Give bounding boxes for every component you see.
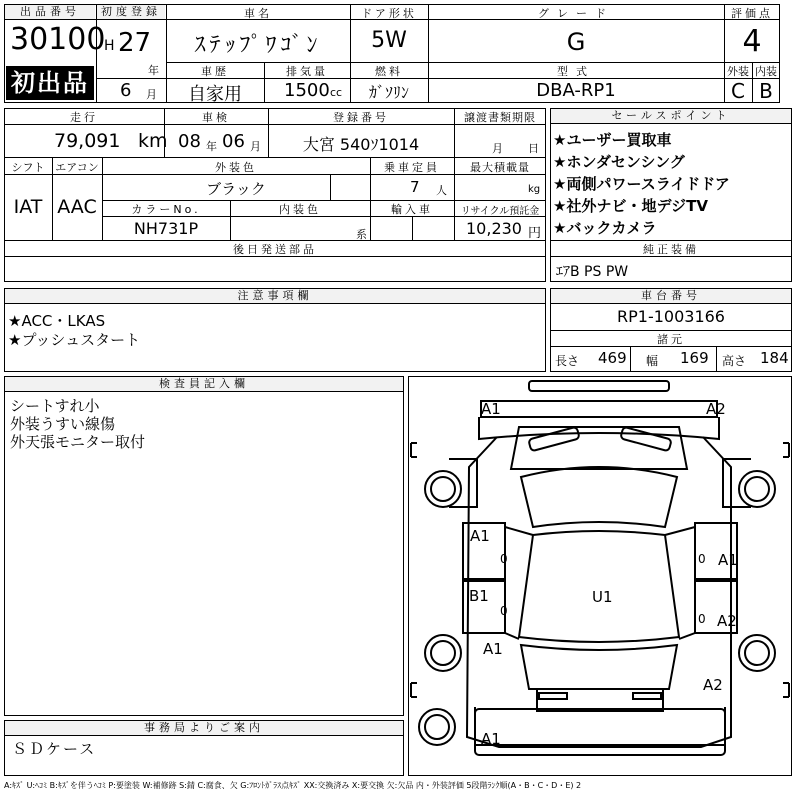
inspection-year-unit: 年: [206, 140, 217, 153]
year-unit: 年: [148, 64, 159, 77]
score-label: 評価点: [731, 7, 773, 20]
first-reg-label: 初度登録: [97, 5, 165, 20]
sales-point-item: ★バックカメラ: [553, 219, 657, 237]
inspection-month-unit: 月: [250, 140, 261, 153]
car-outline-svg: [409, 377, 791, 775]
int-label: 内装: [755, 65, 777, 78]
exterior-color-label: 外装色: [215, 161, 257, 174]
mark-roof: U1: [592, 588, 613, 606]
era: H: [104, 38, 115, 54]
displacement-label: 排気量: [286, 65, 328, 78]
inspector-line: シートすれ小: [10, 397, 100, 415]
mark-left-rear-door: B1: [469, 587, 489, 605]
registration-label: 登録番号: [333, 111, 389, 124]
exterior-color-value: ブラック: [206, 180, 266, 198]
height-label: 高さ: [722, 354, 747, 368]
capacity-unit: 人: [436, 184, 447, 197]
length-value: 469: [598, 349, 627, 367]
sales-points-label: セールスポイント: [551, 109, 791, 124]
tail-light-left: [539, 693, 567, 699]
color-no-value: NH731P: [133, 219, 199, 238]
later-parts-label: 後日発送部品: [233, 243, 317, 256]
mark-zero: 0: [698, 612, 706, 626]
recycle-label: リサイクル預託金: [460, 206, 540, 217]
aircon-value: AAC: [57, 196, 97, 218]
color-no-label: カラーNo.: [131, 203, 201, 216]
windshield: [521, 467, 677, 527]
mark-left-rear: A1: [483, 640, 503, 658]
transfer-deadline-label: 譲渡書類期限: [464, 111, 536, 124]
first-reg-month: 6: [120, 80, 132, 101]
history-value: 自家用: [188, 84, 242, 105]
transfer-day-unit: 日: [528, 142, 539, 155]
car-name-value: ｽﾃｯﾌﾟﾜｺﾞﾝ: [194, 33, 322, 58]
mark-rear: A1: [481, 730, 501, 748]
sales-point-item: ★両側パワースライドドア: [553, 175, 730, 193]
grade-label: グレード: [538, 7, 614, 20]
fuel-value: ｶﾞｿﾘﾝ: [368, 83, 409, 102]
rear-window: [521, 645, 677, 689]
tail-light-right: [633, 693, 661, 699]
inspector-line: 外装うすい線傷: [10, 415, 116, 433]
inspector-line: 外天張モニター取付: [10, 433, 146, 451]
mileage-unit: km: [138, 130, 168, 152]
inspection-year: 08: [178, 131, 201, 152]
max-load-label: 最大積載量: [470, 161, 530, 174]
door-label: ドア形状: [361, 7, 417, 20]
shift-label: シフト: [11, 161, 45, 174]
sales-point-item: ★ユーザー買取車: [553, 131, 672, 149]
mark-right-rear: A2: [703, 676, 723, 694]
history-label: 車歴: [201, 65, 229, 78]
notes-label: 注意事項欄: [5, 289, 545, 304]
inspection-label: 車検: [202, 111, 230, 124]
score-value: 4: [742, 24, 762, 59]
lot-label: 出品番号: [5, 5, 95, 20]
mark-front-left: A1: [481, 400, 501, 418]
mark-front-right: A2: [706, 400, 726, 418]
rear-bumper: [475, 709, 725, 755]
damage-diagram: [408, 376, 792, 776]
specs-label: 諸元: [657, 333, 685, 346]
legend: A:ｷｽﾞ U:ﾍｺﾐ B:ｷｽﾞを伴うﾍｺﾐ P:要塗装 W:補修跡 S:錆 C:腐食、欠 G:ﾌﾛﾝﾄｶﾞﾗｽ点ｷｽﾞ XX:交換済み X:要交換 欠:欠品 内・外装評価 5段階ﾗﾝｸ順(A・B・C・D・E) 2: [4, 781, 582, 790]
note-item: ★ACC・LKAS: [8, 312, 106, 330]
mark-zero: 0: [500, 604, 508, 618]
height-value: 184: [760, 349, 789, 367]
length-label: 長さ: [555, 354, 580, 368]
roof: [519, 531, 679, 642]
front-bumper: [481, 401, 717, 417]
displacement-unit: cc: [330, 86, 343, 99]
lot-number: 30100: [10, 22, 106, 57]
sales-point-item: ★社外ナビ・地デジTV: [553, 197, 708, 215]
capacity-value: 7: [410, 178, 420, 196]
width-value: 169: [680, 349, 709, 367]
transfer-month-unit: 月: [492, 142, 503, 155]
interior-color-label: 内装色: [279, 203, 321, 216]
fuel-label: 燃料: [375, 65, 403, 78]
mileage-value: 79,091: [54, 130, 121, 152]
mark-zero: 0: [500, 552, 508, 566]
mark-right-rear-door: A2: [717, 612, 737, 630]
interior-color-unit: 系: [356, 228, 367, 241]
ext-grade: C: [731, 79, 745, 103]
equipment-value: ｴｱB PS PW: [556, 264, 629, 280]
chassis-number: RP1-1003166: [617, 307, 725, 326]
sales-point-item: ★ホンダセンシング: [553, 153, 685, 171]
first-listing-badge: 初出品: [6, 66, 94, 100]
office-value: ＳＤケース: [12, 740, 97, 758]
grade-value: G: [566, 28, 586, 56]
headlight-left: [528, 427, 579, 452]
headlight-right: [620, 427, 671, 452]
door-value: 5W: [371, 28, 407, 53]
office-label: 事務局よりご案内: [5, 721, 403, 736]
int-grade: B: [759, 79, 773, 103]
import-label: 輸入車: [391, 203, 433, 216]
note-item: ★プッシュスタート: [8, 331, 141, 349]
recycle-value: 10,230: [466, 219, 522, 238]
registration-value: 大宮 540ｿ1014: [302, 135, 420, 154]
inspector-label: 検査員記入欄: [5, 377, 403, 392]
aircon-label: エアコン: [55, 161, 99, 174]
chassis-label: 車台番号: [551, 289, 791, 304]
first-reg-year: 27: [118, 28, 152, 58]
model-label: 型式: [557, 65, 595, 78]
mark-zero: 0: [698, 552, 706, 566]
mileage-label: 走行: [70, 111, 98, 124]
mark-right-front-door: A1: [718, 551, 738, 569]
shift-value: IAT: [13, 196, 43, 218]
car-name-label: 車名: [244, 7, 272, 20]
ext-label: 外装: [727, 65, 749, 78]
inspection-month: 06: [222, 131, 245, 152]
mark-left-front-door: A1: [470, 527, 490, 545]
width-label: 幅: [646, 354, 659, 368]
max-load-unit: kg: [528, 184, 541, 195]
front-bumper-top: [529, 381, 669, 391]
model-value: DBA-RP1: [536, 80, 616, 101]
displacement-value: 1500: [284, 80, 330, 101]
equipment-label: 純正装備: [643, 243, 699, 256]
recycle-unit: 円: [528, 226, 542, 241]
month-unit: 月: [146, 88, 157, 101]
capacity-label: 乗車定員: [384, 161, 440, 174]
